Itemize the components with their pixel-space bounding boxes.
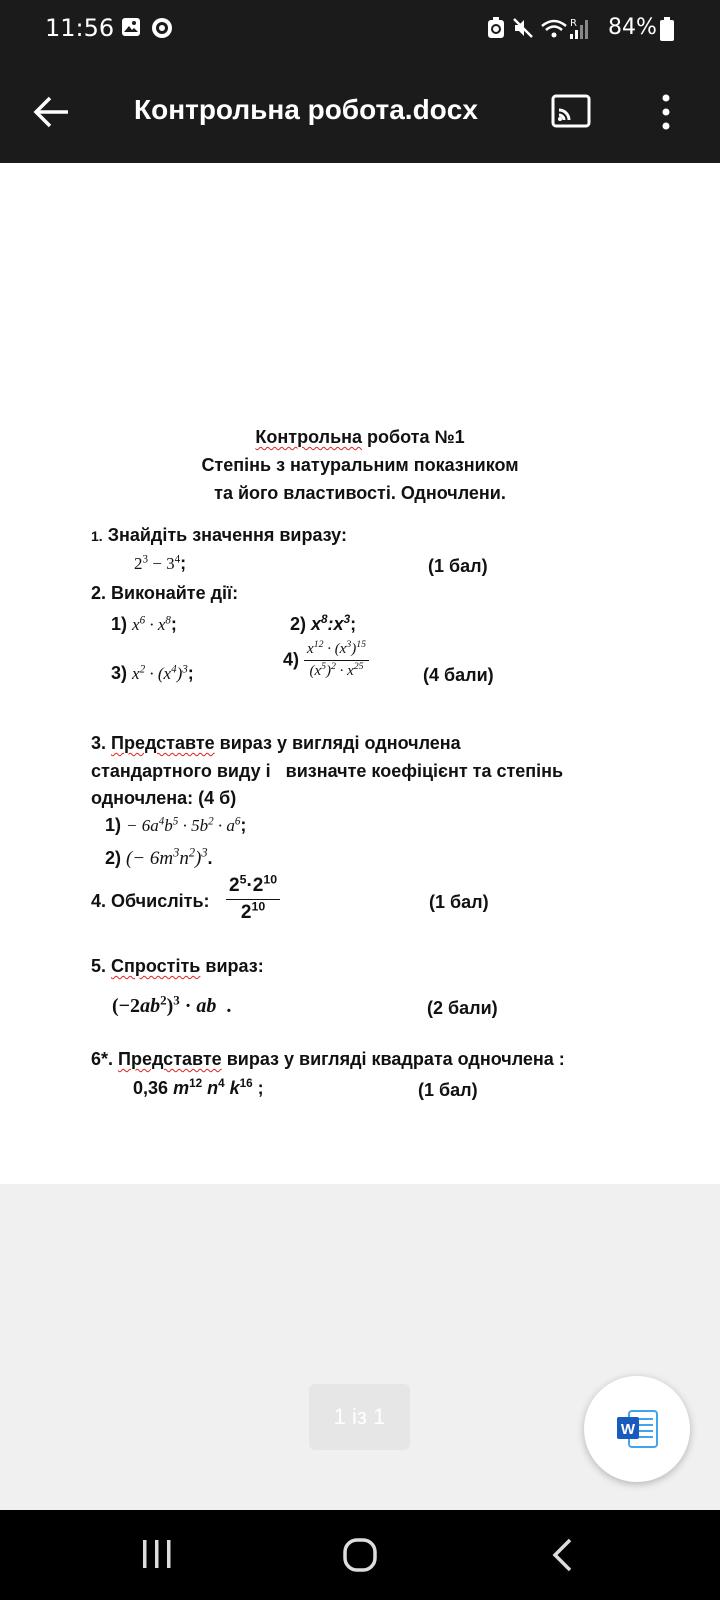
document-title: Контрольна робота.docx bbox=[134, 94, 478, 125]
task-1-number: 1. bbox=[91, 528, 103, 544]
page-indicator: 1 із 1 bbox=[309, 1384, 410, 1450]
svg-text:W: W bbox=[620, 1421, 636, 1438]
task-3-item-1: $1) - 6a^4b^5 \cdot 5b^2 \cdot a^6$; bbox=[105, 815, 247, 835]
task-2-item-1: 1) $x^6 \cdot x^8$; bbox=[111, 614, 177, 634]
task-3-word: Представте bbox=[111, 733, 215, 753]
recent-apps-icon[interactable] bbox=[141, 1537, 173, 1571]
mute-icon bbox=[512, 17, 534, 39]
home-icon[interactable] bbox=[342, 1537, 378, 1573]
task-5-rest: вираз: bbox=[205, 956, 264, 976]
task-5-title bbox=[91, 956, 264, 977]
task-4-title: 4. Обчисліть: bbox=[91, 891, 210, 911]
arrow-left-icon[interactable] bbox=[32, 92, 72, 132]
task-1-text: Знайдіть значення виразу: bbox=[107, 525, 347, 545]
navigation-bar bbox=[0, 1510, 720, 1600]
task-3-item-2: 2) (− $6m^3n^2)^3$. bbox=[105, 845, 213, 869]
task-2-item-4: 4) $\frac{x^{12} \cdot (x^3)^{15}}{(x^5)^2 \cdot x^{25}}$ bbox=[283, 641, 369, 680]
document-subtitle-1: Степінь з натуральним показником bbox=[201, 455, 519, 475]
task-1-expression: $2^3 - 3^4$; bbox=[134, 553, 187, 573]
task-3-number: 3. bbox=[91, 733, 107, 753]
task-6-points: (1 бал) bbox=[418, 1080, 478, 1100]
svg-text:R: R bbox=[570, 18, 577, 29]
sync-battery-icon bbox=[487, 17, 505, 39]
task-6-coefficient: 0,36 bbox=[133, 1078, 169, 1098]
task-4-expression: $\frac{2^5\cdot 2^{10}}{2^{10}}$ bbox=[226, 875, 280, 924]
task-6-rest: вираз у вигляді квадрата одночлена : bbox=[226, 1049, 565, 1069]
task-3-line-1-rest: вираз у вигляді одночлена bbox=[219, 733, 461, 753]
cast-icon[interactable] bbox=[551, 94, 591, 128]
task-6-expression: 0,36 $m^{12}$ $n^4$ $k^{16}$ ; bbox=[133, 1077, 264, 1098]
task-5-word: Спростіть bbox=[111, 956, 201, 976]
back-nav-icon[interactable] bbox=[550, 1537, 574, 1573]
task-6-number: 6*. bbox=[91, 1049, 114, 1069]
wifi-signal-icon bbox=[540, 17, 588, 41]
more-vertical-icon[interactable] bbox=[656, 92, 676, 132]
task-1-title bbox=[91, 525, 347, 546]
battery-level: 84% bbox=[608, 15, 657, 40]
status-bar bbox=[0, 0, 720, 58]
task-5-expression: $(-2ab^2)^3$ · ab . bbox=[112, 992, 232, 1017]
shield-app-icon bbox=[151, 17, 173, 39]
task-6-word: Представте bbox=[118, 1049, 222, 1069]
task-5-number: 5. bbox=[91, 956, 107, 976]
document-subtitle-2: та його властивості. Одночлени. bbox=[214, 483, 506, 503]
task-2-title: 2. Виконайте дії: bbox=[91, 583, 239, 603]
word-app-icon bbox=[615, 1407, 659, 1451]
task-4-points: (1 бал) bbox=[429, 892, 489, 912]
gallery-icon bbox=[121, 17, 141, 37]
status-time: 11:56 bbox=[45, 14, 115, 42]
app-bar bbox=[0, 58, 720, 163]
task-2-item-2: 2) $x^8:x^3$; bbox=[290, 613, 357, 634]
document-page[interactable] bbox=[0, 163, 720, 1184]
task-3-line-3: одночлена: (4 б) bbox=[91, 788, 237, 808]
task-2-item-3: 3) $x^2 \cdot (x^4)^3$; bbox=[111, 663, 194, 683]
task-6-title bbox=[91, 1049, 565, 1070]
battery-icon bbox=[660, 17, 674, 41]
document-heading: Контрольна робота №1 bbox=[255, 427, 465, 447]
heading-word: Контрольна bbox=[255, 427, 363, 447]
task-1-points: (1 бал) bbox=[428, 556, 488, 576]
task-5-points: (2 бали) bbox=[427, 998, 498, 1018]
task-2-points: (4 бали) bbox=[423, 665, 494, 685]
task-3-line-1 bbox=[91, 733, 461, 754]
task-3-line-2: стандартного виду і визначте коефіцієнт та степінь bbox=[91, 761, 564, 781]
open-in-word-button[interactable] bbox=[584, 1376, 690, 1482]
